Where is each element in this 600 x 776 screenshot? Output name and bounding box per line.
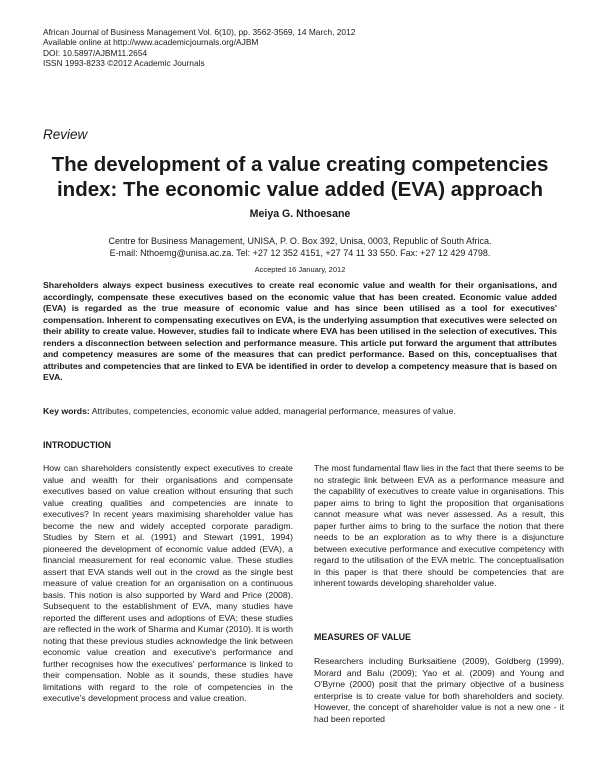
article-type: Review (43, 127, 88, 142)
availability-line: Available online at http://www.academicjournals.org/AJBM (43, 37, 259, 48)
author-affiliation (40, 235, 560, 259)
keywords (43, 406, 557, 418)
article-title: The development of a value creating competencies index: The economic value added (EVA) approach (51, 153, 549, 201)
keywords-list: Attributes, competencies, economic value added, managerial performance, measures of value. (89, 406, 456, 416)
accepted-date: Accepted 16 January, 2012 (254, 265, 346, 274)
author-name: Meiya G. Nthoesane (249, 208, 351, 220)
introduction-paragraph: How can shareholders consistently expect executives to create value and wealth for their organisations and compensate executives based on value creation without ensuring that such value creating qualities and competencies are innate to executives? In recent years maximising shareholder value has become the new and widely accepted corporate paradigm. Studies by Stern et al. (1991) and Stewart (1991, 1994) pioneered the development of economic value added (EVA), a financial measurement for real economic value. These studies assert that EVA stands well out in the crowd as the single best measure of value creation for an organisation on a continuous basis. This notion is also supported by Ward and Price (2008). Subsequent to the establishment of EVA, many studies have reported the different uses and adoptions of EVA; these studies are reflected in the work of Sharma and Kumar (2010). It is worth noting that these previous studies acknowledge the link between economic value creation and executive's performance and further recognises how the executives' performance is linked to their compensation. Noble as it sounds, these studies have limitations with regard to the role of competencies in the executive's development process and value creation. (43, 463, 293, 703)
abstract: Shareholders always expect business executives to create real economic value and wealth for their organisations, and accordingly, compensate these executives based on the economic value that has been created. Economic value added (EVA) is regarded as the true measure of economic value and has since been utilised as a tool for executives' compensation. Inherent to compensating executives on EVA, is the underlying assumption that executives were selected on their ability to create value. However, studies fail to indicate where EVA has been utilised in the selection of executives. This renders a disconnection between selection and performance measure. This article put forward the argument that attributes and competency measures are some of the measures that can predict performance. Based on this, conceptualises that attributes and competencies that are linked to EVA be identified in order to develop a competency measure that is based on EVA. (43, 280, 557, 382)
issn-line: ISSN 1993-8233 ©2012 Academic Journals (43, 58, 205, 69)
affiliation-address: Centre for Business Management, UNISA, P. O. Box 392, Unisa, 0003, Republic of South Africa. (108, 236, 492, 246)
introduction-heading: INTRODUCTION (43, 440, 112, 450)
journal-citation: African Journal of Business Management Vol. 6(10), pp. 3562-3569, 14 March, 2012 (43, 27, 356, 37)
measures-of-value-paragraph: Researchers including Burksaitiene (2009), Goldberg (1999), Morard and Balu (2009); Yao et al. (2009) and Young and O'Byrne (2000) posit that the primary objective of a business enterprise is to create value for both shareholders and society. However, the concept of shareholder value is not a new one - it had been reported (314, 656, 564, 724)
journal-header (43, 27, 355, 69)
keywords-label: Key words: (43, 406, 90, 416)
doi-line: DOI: 10.5897/AJBM11.2654 (43, 47, 148, 58)
affiliation-contact: E-mail: Nthoemg@unisa.ac.za. Tel: +27 12 352 4151, +27 74 11 33 550. Fax: +27 12 429 4798. (109, 248, 491, 258)
right-column-paragraph: The most fundamental flaw lies in the fact that there seems to be no strategic link between EVA as a performance measure and the capability of executives to create value in organisations. This paper aims to bring to light the proposition that organisations cannot measure what was never assessed. As a result, this paper further aims to bring to the surface the notion that there needs to be an exploration as to why there is a disjuncture between executive performance and executive competency with regard to the utilisation of the EVA metric. The conceptualisation in this paper is that there should be competencies that are inherent towards developing shareholder value. (314, 463, 564, 588)
measures-of-value-heading: MEASURES OF VALUE (314, 632, 411, 642)
